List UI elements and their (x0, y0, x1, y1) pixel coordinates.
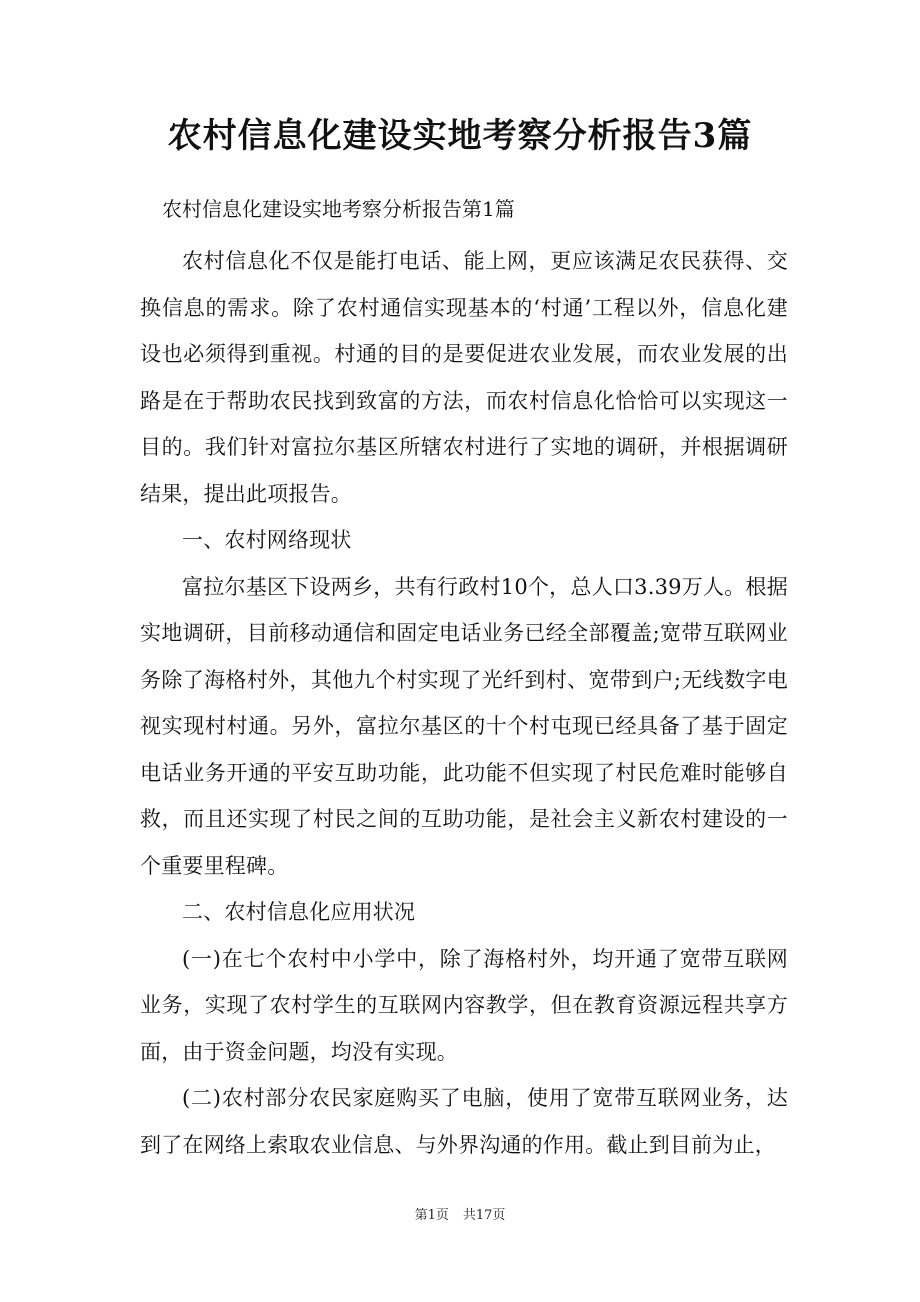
paragraph-households: (二)农村部分农民家庭购买了电脑，使用了宽带互联网业务，达到了在网络上索取农业信息、与外界沟通的作用。截止到目前为止， (140, 1086, 788, 1157)
document-body (140, 238, 788, 1168)
paragraph-schools: (一)在七个农村中小学中，除了海格村外，均开通了宽带互联网业务，实现了农村学生的互联网内容教学，但在教育资源远程共享方面，由于资金问题，均没有实现。 (140, 946, 788, 1064)
section-heading-network-status: 一、农村网络现状 (182, 528, 352, 552)
page-total: 共17页 (462, 1208, 506, 1223)
page-footer (0, 1206, 920, 1226)
page-number: 第1页 (414, 1208, 449, 1223)
paragraph-network-status: 富拉尔基区下设两乡，共有行政村10个，总人口3.39万人。根据实地调研，目前移动通信和固定电话业务已经全部覆盖;宽带互联网业务除了海格村外，其他九个村实现了光纤到村、宽带到户;无线数字电视实现村村通。另外，富拉尔基区的十个村屯现已经具备了基于固定电话业务开通的平安互助功能，此功能不但实现了村民危难时能够自救，而且还实现了村民之间的互助功能，是社会主义新农村建设的一个重要里程碑。 (140, 574, 788, 878)
document-subtitle: 农村信息化建设实地考察分析报告第1篇 (162, 197, 515, 221)
document-title: 农村信息化建设实地考察分析报告3篇 (167, 116, 753, 156)
paragraph-intro: 农村信息化不仅是能打电话、能上网，更应该满足农民获得、交换信息的需求。除了农村通信实现基本的‘村通’工程以外，信息化建设也必须得到重视。村通的目的是要促进农业发展，而农业发展的出路是在于帮助农民找到致富的方法，而农村信息化恰恰可以实现这一目的。我们针对富拉尔基区所辖农村进行了实地的调研，并根据调研结果，提出此项报告。 (140, 249, 788, 506)
section-heading-application-status: 二、农村信息化应用状况 (182, 900, 416, 924)
